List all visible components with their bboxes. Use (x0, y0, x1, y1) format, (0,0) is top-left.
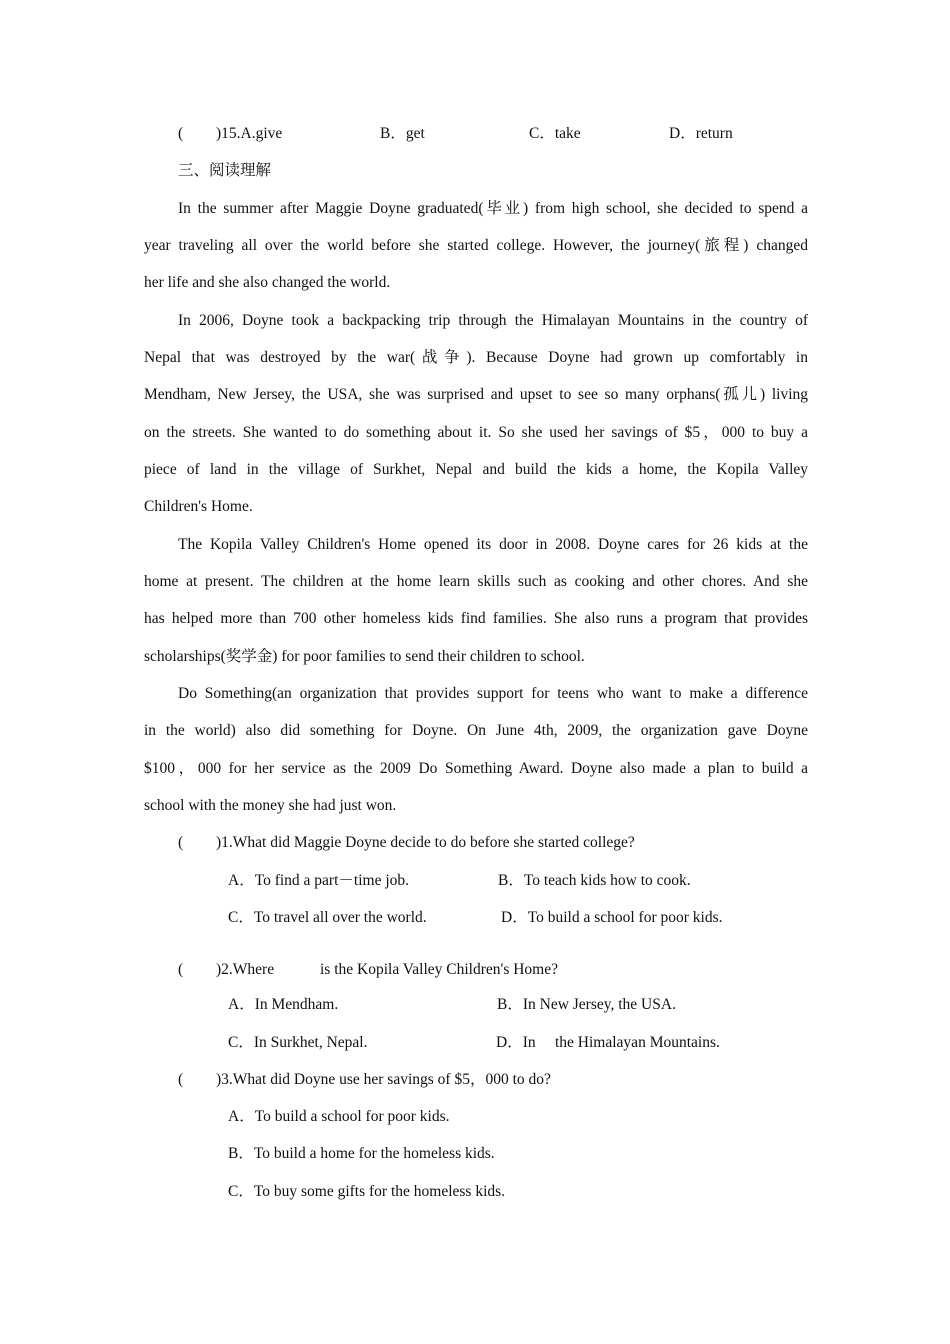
answer-paren-open: ( (178, 961, 184, 978)
question-2-stem: )2.Where (216, 961, 275, 978)
paragraph-4-line-2: in the world) also did something for Doyne. On June 4th, 2009, the organization gave Doyne (144, 722, 808, 739)
paragraph-3-line-2: home at present. The children at the home learn skills such as cooking and other chores. And she (144, 573, 808, 590)
question-1-option-b: B．To teach kids how to cook. (498, 872, 691, 889)
paragraph-3-line-3: has helped more than 700 other homeless kids find families. She also runs a program that provides (144, 610, 808, 627)
paragraph-2-line-4: on the streets. She wanted to do something about it. So she used her savings of $5，000 to buy a (144, 424, 808, 441)
question-15-stem: )15.A.give (216, 125, 283, 142)
question-2-option-b: B．In New Jersey, the USA. (497, 996, 676, 1013)
question-3-option-a: A．To build a school for poor kids. (228, 1108, 450, 1125)
paragraph-1-line-1: In the summer after Maggie Doyne graduated(毕业) from high school, she decided to spend a (178, 200, 808, 217)
question-2-option-d-rest: the Himalayan Mountains. (555, 1034, 720, 1051)
paragraph-4-line-3: $100，000 for her service as the 2009 Do Something Award. Doyne also made a plan to build a (144, 760, 808, 777)
paragraph-1-line-2: year traveling all over the world before she started college. However, the journey(旅程) changed (144, 237, 808, 254)
paragraph-2-line-2: Nepal that was destroyed by the war(战争). Because Doyne had grown up comfortably in (144, 349, 808, 366)
question-3-option-c: C．To buy some gifts for the homeless kids. (228, 1183, 506, 1200)
answer-paren-open: ( (178, 834, 184, 851)
question-2-option-d: D．In (496, 1034, 536, 1051)
question-1-stem: )1.What did Maggie Doyne decide to do before she started college? (216, 834, 635, 851)
paragraph-2-line-1: In 2006, Doyne took a backpacking trip through the Himalayan Mountains in the country of (178, 312, 808, 329)
question-3-option-b: B．To build a home for the homeless kids. (228, 1145, 495, 1162)
question-15-option-b: B．get (380, 125, 425, 142)
paragraph-2-line-6: Children's Home. (144, 498, 253, 515)
section-title: 三、阅读理解 (178, 162, 272, 179)
paragraph-1-line-3: her life and she also changed the world. (144, 274, 391, 291)
question-15-option-d: D．return (669, 125, 733, 142)
question-2-option-a: A．In Mendham. (228, 996, 339, 1013)
question-15-option-c: C．take (529, 125, 581, 142)
paragraph-2-line-3: Mendham, New Jersey, the USA, she was surprised and upset to see so many orphans(孤儿) living (144, 386, 808, 403)
paragraph-3-line-1: The Kopila Valley Children's Home opened its door in 2008. Doyne cares for 26 kids at the (178, 536, 808, 553)
question-1-option-a: A．To find a part－time job. (228, 872, 410, 889)
paragraph-2-line-5: piece of land in the village of Surkhet, Nepal and build the kids a home, the Kopila Valley (144, 461, 808, 478)
question-1-option-c: C．To travel all over the world. (228, 909, 427, 926)
answer-paren-open: ( (178, 125, 184, 142)
paragraph-4-line-4: school with the money she had just won. (144, 797, 397, 814)
question-2-stem-rest: is the Kopila Valley Children's Home? (320, 961, 558, 978)
question-2-option-c: C．In Surkhet, Nepal. (228, 1034, 368, 1051)
paragraph-3-line-4: scholarships(奖学金) for poor families to send their children to school. (144, 648, 585, 665)
paragraph-4-line-1: Do Something(an organization that provides support for teens who want to make a difference (178, 685, 808, 702)
answer-paren-open: ( (178, 1071, 184, 1088)
question-3-stem: )3.What did Doyne use her savings of $5，000 to do? (216, 1071, 551, 1088)
question-1-option-d: D．To build a school for poor kids. (501, 909, 723, 926)
